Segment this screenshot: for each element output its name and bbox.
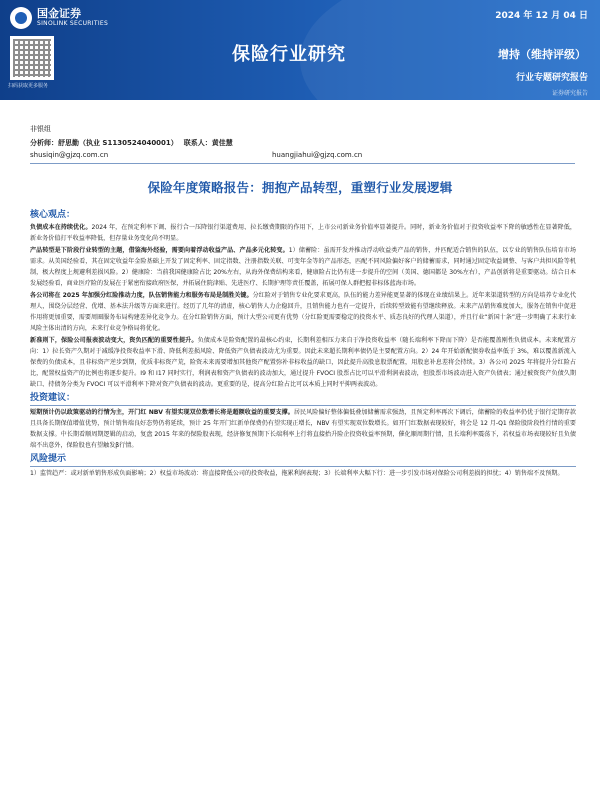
report-body (30, 209, 576, 479)
paragraph-body: 1）储蓄险：虽需开发并推动浮动收益类产品的销售，并匹配适合销售的队伍，以专业的销售队伍培育市场需求。从美国经验看，其在固定收益年金险基础上开发了固定利率、固定指数、注册指数关联、可变年金等的产品形态，匹配不同风险偏好客户的储蓄需求，同时通过固定收益调整、与客户共担风险等机制，极大程度上规避利差损风险。2）健康险：当前我国健康险占比 20%左右，从海外保费结构来看，健康险占比仍有进一步提升的空间（美国、德国都是 30%左右），产品创新将是重要驱动。结合日本发展经验看，商业医疗险的发展在于紧密衔接政府医保，并拓展住院津贴、先进医疗、长期护理等责任覆盖，拓展可保人群把握非标体蓝海市场。 (30, 247, 576, 287)
qr-code-icon (10, 36, 54, 80)
report-date: 2024 年 12 月 04 日 (495, 11, 588, 21)
section-title-investment: 投资建议： (30, 392, 576, 406)
main-title: 保险年度策略报告：拥抱产品转型，重塑行业发展逻辑 (147, 180, 453, 195)
paragraph-lead: 各公司将在 2025 年加强分红险推动力度，队伍销售能力和服务布局是制胜关键。 (30, 292, 253, 299)
section-title-risk: 风险提示 (30, 453, 576, 467)
paragraph-body: 2024 年，在预定利率下调、报行合一压降银行渠道费用、拉长缴费期限的作用下，上市公司新业务价值率显著提升。同时，新业务价值对于投资收益率下降的敏感性在显著降低，新业务价值打平收益率降低，但存量业务变化尚不明显。 (30, 224, 577, 242)
analyst-info (30, 138, 233, 148)
paragraph-lead: 新准则下，保险公司报表波动变大，资负匹配的重要性提升。 (30, 337, 198, 344)
report-title: 保险行业研究 (232, 44, 346, 65)
logo-cn: 国金证券 (37, 7, 81, 20)
paragraph-body: 居民风险偏好整体偏低叠加储蓄需求强劲，且预定利率再次下调后，储蓄险的收益率仍优于银行定期存款且具备长期保值增值优势，预计销售端良好态势仍将延续，预计 25 年开门红新单保费仍有望实现正增长，NBV 有望实现双位数增长。如开门红数据表现较好，将会是 12 月-Q1 保险股阶段性行情的重要数据支撑。中长期看顺周期逻辑的启动，复盘 2015 年来的保险股表现，经济修复预期下长端利率上行将直接抬升险企投资收益率预期，催化顺周期行情，且长端利率震荡下，若权益市场表现较好且负债端不出意外，保险股也有望触发β行情。 (30, 409, 576, 449)
sector-label: 非银组 (30, 125, 51, 133)
paragraph (30, 245, 576, 289)
paragraph (30, 468, 576, 479)
paragraph-body: 1）监管趋严：或对新单销售形成负面影响；2）权益市场波动：将直接降低公司的投资收益，拖累利润表现；3）长端利率大幅下行：进一步引发市场对保险公司利差损的担忧；4）销售端不及预期。 (30, 470, 564, 477)
report-tag: 证券研究报告 (551, 90, 588, 97)
paragraph-body: 负债成本是险资配置的最核心约束，长期利差相压力来自于净投资收益率（随长端利率下降而下降）是否能覆盖刚性负债成本。未来配置方向：1）拉长资产久期对于减缓净投资收益率下滑、降低利差损风险、降低资产负债表波动尤为重要。因此未来超长期利率债仍是主要配置方向。2）24 年开始新配债券收益率低于 3%，难以覆盖新流入保费的负债成本，且非标资产逆步到期，优质非标资产荒，险资未来需要增加其他资产配置弥补非标收益的缺口，因此提升高股息股票配置，用股息补息差将会持续。3）各公司 2025 年将提升分红险占比，配置权益资产的比例也将逐步提升。I9 和 I17 同时实行，利润表和资产负债表的波动加大，通过提升 FVOCI 股票占比可以平滑利润表波动，但股票市场波动进入资产负债表；通过被资资产负债久期缺口、持债务分类为 FVOCI 可以平滑利率下降对资产负债表的波动。更重要的是，提高分红险占比可以本质上同时平抑两表波动。 (30, 337, 577, 388)
analyst-email[interactable]: shusiqin@gjzq.com.cn (30, 151, 109, 159)
contact-name: 联系人：黄佳慧 (183, 139, 233, 147)
rating-badge: 增持（维持评级） (498, 48, 586, 61)
logo-en: SINOLINK SECURITIES (37, 20, 109, 27)
logo-icon (10, 7, 32, 29)
paragraph (30, 407, 576, 451)
divider (30, 163, 575, 164)
paragraph-lead: 短期预计仍以政策驱动的行情为主，开门红 NBV 有望实现双位数增长将是超额收益的重要支撑。 (30, 409, 294, 416)
paragraph-lead: 产品转型是下阶段行业转型的主题，借鉴海外经验，需要向着浮动收益产品、产品多元化转变。 (30, 247, 289, 254)
paragraph (30, 335, 576, 390)
report-header (0, 0, 600, 100)
brand-logo (10, 7, 108, 29)
logo-text (37, 8, 108, 28)
contact-email[interactable]: huangjiahui@gjzq.com.cn (272, 151, 363, 159)
paragraph-lead: 负债成本在持续优化。 (30, 224, 92, 231)
paragraph-body: 分红险对于销售专业化要求更高，队伍的能力差异能更显著的体现在业绩结果上。近年来渠道转型的方向是培养专业化代理人，围绕分层经营、优增、基本法升级等方面来进行。经历了几年的清虚，核心销售人力企稳回升，且销售能力也有一定提升，后续转型效能有望继续释放。未来产品销售难度加大，服务在销售中促进作用将更加重要，需要周圈服务布局构建差异化竞争力。在分红险销售方面，预计大型公司更有优势（分红险更需要稳定的投资水平、质态良好的代理人渠道），并且行业“新国十条”进一步明确了未来行业风险主体出清的方向，未来行业竞争格局将优化。 (30, 292, 577, 332)
report-type: 行业专题研究报告 (515, 73, 588, 83)
paragraph (30, 222, 576, 244)
section-title-core: 核心观点： (30, 210, 76, 220)
paragraph (30, 290, 576, 334)
qr-caption: 扫码获取更多服务 (8, 83, 49, 89)
analyst-name: 分析师：舒思勤（执业 S1130524040001） (30, 139, 178, 147)
